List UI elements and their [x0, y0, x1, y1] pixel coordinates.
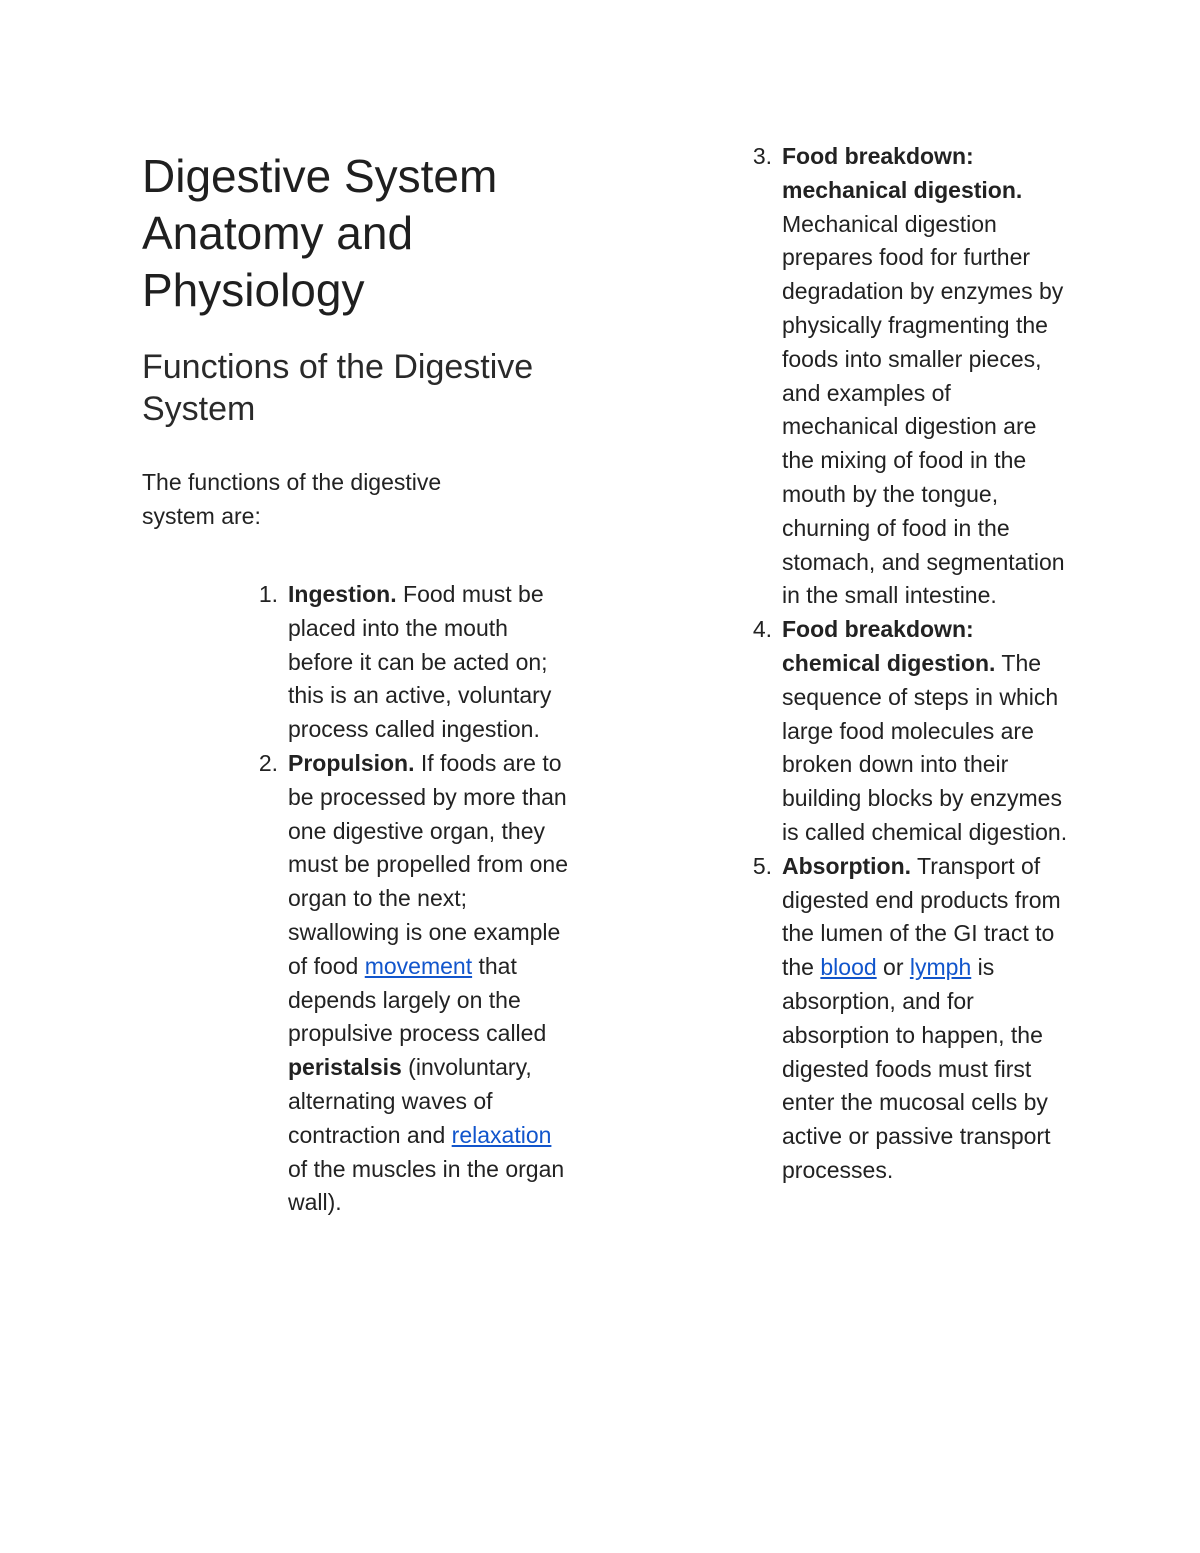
- term-label: Propulsion.: [288, 749, 415, 776]
- section-heading: Functions of the Digestive System: [142, 348, 534, 428]
- term-label: Food breakdown: mechanical digestion.: [782, 143, 1023, 203]
- term-label: Absorption.: [782, 852, 912, 879]
- item-text: is absorption, and for absorption to happen, the digested foods must first enter the mucosal cells by active or passive transport processes.: [782, 954, 1051, 1183]
- list-number: 2.: [258, 749, 278, 776]
- lymph-link[interactable]: lymph: [909, 954, 972, 981]
- item-text: Mechanical digestion prepares food for further degradation by enzymes by physically fragmenting the foods into smaller pieces, and examples of mechanical digestion are the mixing of food in the mouth by the tongue, churning of food in the stomach, and segmentation in the small intestine.: [782, 210, 1065, 609]
- peristalsis-term: peristalsis: [288, 1054, 402, 1081]
- list-item-mechanical-digestion: [752, 140, 1072, 613]
- list-number: 3.: [752, 143, 772, 169]
- list-number: 1.: [258, 581, 278, 607]
- blood-link[interactable]: blood: [820, 954, 877, 981]
- list-item-propulsion: [258, 747, 568, 1220]
- item-text: (involuntary, alternating waves of contraction and: [288, 1054, 532, 1148]
- item-text: or: [876, 954, 910, 981]
- list-item-absorption: [752, 850, 1072, 1188]
- intro-paragraph: The functions of the digestive system are:: [142, 469, 442, 529]
- list-number: 5.: [752, 852, 772, 879]
- list-number: 4.: [752, 616, 772, 643]
- item-text: Transport of digested end products from the lumen of the GI tract to the: [782, 852, 1061, 981]
- list-item-chemical-digestion: [752, 613, 1072, 850]
- list-item-ingestion: [258, 578, 568, 747]
- term-label: Food breakdown: chemical digestion.: [782, 616, 996, 676]
- functions-list-part-2: [752, 140, 1072, 1188]
- functions-list-part-1: [258, 578, 568, 1220]
- item-text: that depends largely on the propulsive process called: [288, 952, 547, 1047]
- item-text: If foods are to be processed by more than one digestive organ, they must be propelled from one organ to the next; swallowing is one example of food: [288, 749, 568, 979]
- movement-link[interactable]: movement: [364, 952, 473, 979]
- document-title: Digestive System Anatomy and Physiology: [142, 150, 498, 316]
- item-text: of the muscles in the organ wall).: [288, 1155, 565, 1216]
- term-label: Ingestion.: [288, 581, 397, 607]
- relaxation-link[interactable]: relaxation: [451, 1121, 552, 1148]
- item-text: The sequence of steps in which large food molecules are broken down into their building blocks by enzymes is called chemical digestion.: [782, 649, 1068, 845]
- item-text: Food must be placed into the mouth before it can be acted on; this is an active, voluntary process called ingestion.: [288, 581, 552, 743]
